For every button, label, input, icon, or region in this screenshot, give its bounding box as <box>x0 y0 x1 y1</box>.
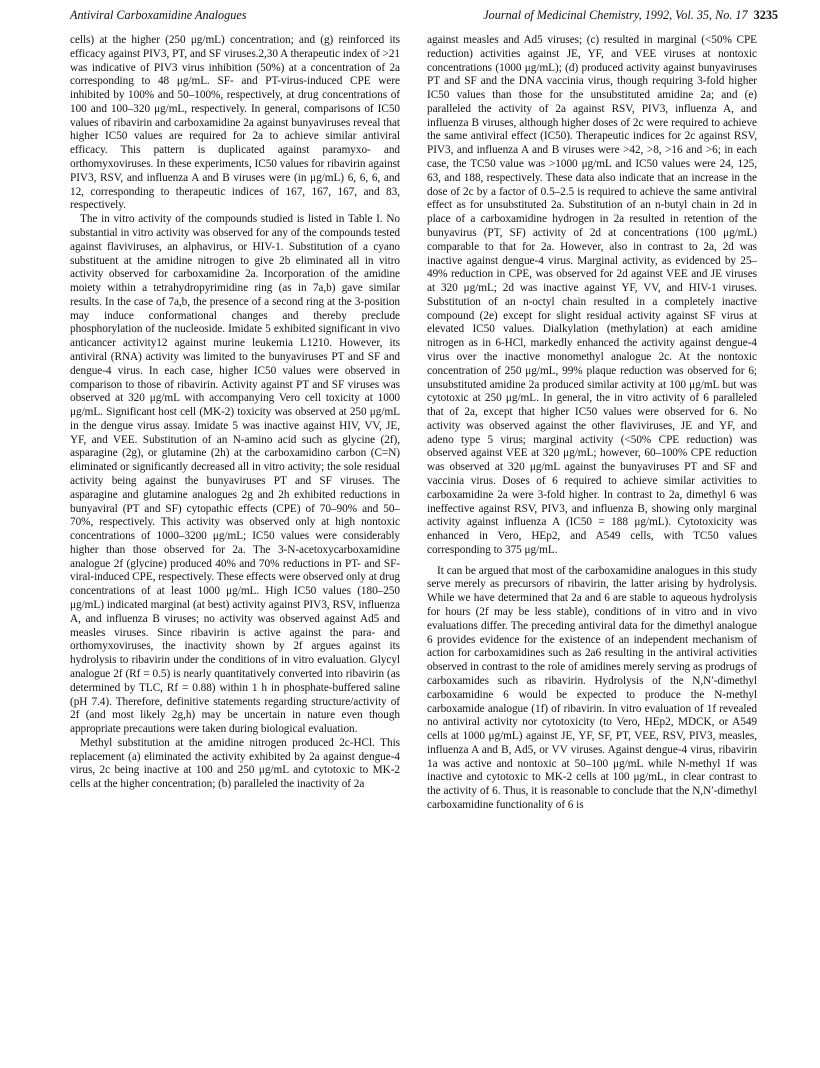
running-head-journal <box>483 8 778 23</box>
paragraph: Methyl substitution at the amidine nitrogen produced 2c-HCl. This replacement (a) eliminated the activity exhibited by 2a against dengue-4 virus, 2c being inactive at 100 and 250 μg/mL and cytotoxic to MK-2 cells at the higher concentration; (b) paralleled the inactivity of 2a <box>70 736 400 791</box>
running-head <box>70 8 778 28</box>
page-number: 3235 <box>753 8 778 22</box>
paragraph: The in vitro activity of the compounds studied is listed in Table I. No substantial in vitro activity was observed for any of the compounds tested against flaviviruses, an alphavirus, or HIV-1. Substitution of a cyano substituent at the amidine nitrogen to give 2b eliminated all in vitro activity observed for carboxamidine 2a. Incorporation of the amidine moiety within a tetrahydropyrimidine ring (as in 7a,b) gave similar results. In the case of 7a,b, the presence of a second ring at the 3-position may induce conformational changes and thereby preclude phosphorylation of the nucleoside. Imidate 5 exhibited significant in vivo anticancer activity12 against murine leukemia L1210. However, its antiviral (RNA) activity was limited to the bunyaviruses PT and SF and dengue-4 virus. In each case, higher IC50 values were observed in comparison to those of ribavirin. Activity against PT and SF viruses was observed at 320 μg/mL with accompanying Vero cell toxicity at 1000 μg/mL. Significant host cell (MK-2) toxicity was observed at 250 μg/mL in the dengue virus assay. Imidate 5 was inactive against HIV, VV, JE, YF, and VEE. Substitution of an N-amino acid such as glycine (2f), asparagine (2g), or glutamine (2h) at the carboxamidino carbon (C=N) eliminated or significantly decreased all in vitro activity; the sole residual activity being against the bunyaviruses PT and SF viruses. The asparagine and glutamine analogues 2g and 2h exhibited reductions in bunyaviral (PT and SF) cytopathic effects (CPE) of 70–90% and 50–70%, respectively. This activity was observed only at high nontoxic concentrations of 1000–3200 μg/mL; IC50 values were considerably higher than those observed for 2a. The 3-N-acetoxycarboxamidine analogue 2f (glycine) produced 40% and 70% reductions in PT- and SF-viral-induced CPE, respectively. These effects were observed only at drug concentrations of at least 1000 μg/mL. High IC50 values (180–250 μg/mL) indicated marginal (at best) activity against PIV3, RSV, influenza A, and influenza B viruses; no activity was observed against Ad5 and measles viruses. Since ribavirin is active against the para- and orthomyxoviruses, the inactivity shown by 2f argues against its hydrolysis to ribavirin under the conditions of in vitro evaluation. Glycyl analogue 2f (Rf = 0.5) is nearly quantitatively converted into ribavirin (as determined by TLC, Rf = 0.88) within 1 h in phosphate-buffered saline (pH 7.4). Therefore, definitive statements regarding structure/activity of 2f (and most likely 2g,h) may be uncertain in nature even though appropriate precautions were taken during biological evaluation. <box>70 213 400 736</box>
journal-citation: Journal of Medicinal Chemistry, 1992, Vol. 35, No. 17 <box>483 8 748 22</box>
paragraph: It can be argued that most of the carboxamidine analogues in this study serve merely as precursors of ribavirin, the latter arising by hydrolysis. While we have determined that 2a and 6 are stable to aqueous hydrolysis for hours (2f may be less stable), conditions of in vitro and in vivo evaluations differ. The preceding antiviral data for the dimethyl analogue 6 provides evidence for the existence of an independent mechanism of action for carboxamidines such as 2a6 resulting in the antiviral activities observed in contrast to the role of amidines merely serving as prodrugs of carboxamides such as ribavirin. Hydrolysis of the N,N′-dimethyl carboxamidine 6 would be expected to produce the N-methyl carboxamide analogue (1f) of ribavirin. In vitro evaluation of 1f revealed no antiviral activity nor cytotoxicity (to Vero, HEp2, MDCK, or A549 cells at 1000 μg/mL) against JE, YF, SF, PT, VEE, RSV, PIV3, measles, influenza A and B, Ad5, or VV viruses. Against dengue-4 virus, ribavirin 1a was active and nontoxic at 50–100 μg/mL while N-methyl 1f was inactive and cytotoxic to MK-2 cells at 100 μg/mL, in clear contrast to the activity of 6. Thus, it is reasonable to conclude that the N,N′-dimethyl carboxamidine functionality of 6 is <box>427 564 757 811</box>
left-column <box>70 34 400 1064</box>
running-head-title: Antiviral Carboxamidine Analogues <box>70 8 247 22</box>
paragraph: cells) at the higher (250 μg/mL) concentration; and (g) reinforced its efficacy against PIV3, PT, and SF viruses.2,30 A therapeutic index of >21 was indicative of PIV3 virus inhibition (50%) at a concentration of 2a corresponding to 48 μg/mL. SF- and PT-virus-induced CPE were inhibited by 100% and 50–100%, respectively, at drug concentrations of 100 and 100–320 μg/mL, respectively. In general, comparisons of IC50 values of ribavirin and carboxamidine 2a against bunyaviruses reveal that higher IC50 values are required for 2a to achieve similar antiviral efficacy. This pattern is duplicated against paramyxo- and orthomyxoviruses. In these experiments, IC50 values for ribavirin against PIV3, RSV, and influenza A and B viruses were (in μg/mL) 6, 6, 6, and 12, corresponding to therapeutic indices of 167, 167, 167, and 83, respectively. <box>70 34 400 212</box>
right-column <box>427 34 757 1064</box>
paragraph: against measles and Ad5 viruses; (c) resulted in marginal (<50% CPE reduction) activities against JE, YF, and VEE viruses at nontoxic concentrations (1000 μg/mL); (d) produced activity against bunyaviruses PT and SF and the DNA vaccinia virus, though requiring 3-fold higher IC50 values than those for the unsubstituted amidine 2a; and (e) paralleled the activity of 2a against RSV, PIV3, influenza A, and influenza B viruses, although higher doses of 2c were required to achieve the same antiviral effect (IC50). Therapeutic indices for 2c against RSV, PIV3, and influenza A and B viruses were >42, >8, >16 and >6; in each case, the TC50 value was >1000 μg/mL and IC50 values were 24, 125, 63, and 188, respectively. These data also indicate that an increase in the dose of 2c by a factor of 0.5–2.5 is required to achieve the same antiviral effect as for unsubstituted 2a. Substitution of an n-butyl chain in 2d in place of a carboxamidine hydrogen in 2a resulted in retention of the bunyavirus (PT, SF) activity of 2d at concentrations (100 μg/mL) comparable to that for 2a. However, also in contrast to 2a, 2d was inactive against dengue-4 virus. Marginal activity, as evidenced by 25–49% reduction in CPE, was observed for 2d against VEE and JE viruses at 320 μg/mL; 2d was inactive against YF, VV, and HIV-1 viruses. Substitution of an n-octyl chain resulted in a completely inactive compound (2e) except for slight residual activity against SF virus at elevated IC50 values. Dialkylation (methylation) at each amidine nitrogen as in 6-HCl, markedly enhanced the activity against dengue-4 virus over the inactive monomethyl analogue 2c. At the nontoxic concentration of 250 μg/mL, 99% plaque reduction was observed for 6; unsubstituted amidine 2a produced similar activity at 100 μg/mL but was cytotoxic at 250 μg/mL. In general, the in vitro activity of 6 paralleled that of 2a, except that higher IC50 values were observed for 6. No activity was observed against the other flaviviruses, JE and YF, and adeno type 5 virus; marginal activity (<50% CPE reduction) was observed against VEE at 320 μg/mL; however, 60–100% CPE reduction was observed at 320 μg/mL against the bunyaviruses PT and SF and vaccinia virus. Doses of 6 required to achieve similar activities to carboxamidine 2a were 3-fold higher. In contrast to 2a, dimethyl 6 was ineffective against RSV, PIV3, and influenza B, showing only marginal activity against influenza A (IC50 = 188 μg/mL). Cytotoxicity was enhanced in Vero, HEp2, and A549 cells, with TC50 values corresponding to 375 μg/mL. <box>427 34 757 556</box>
